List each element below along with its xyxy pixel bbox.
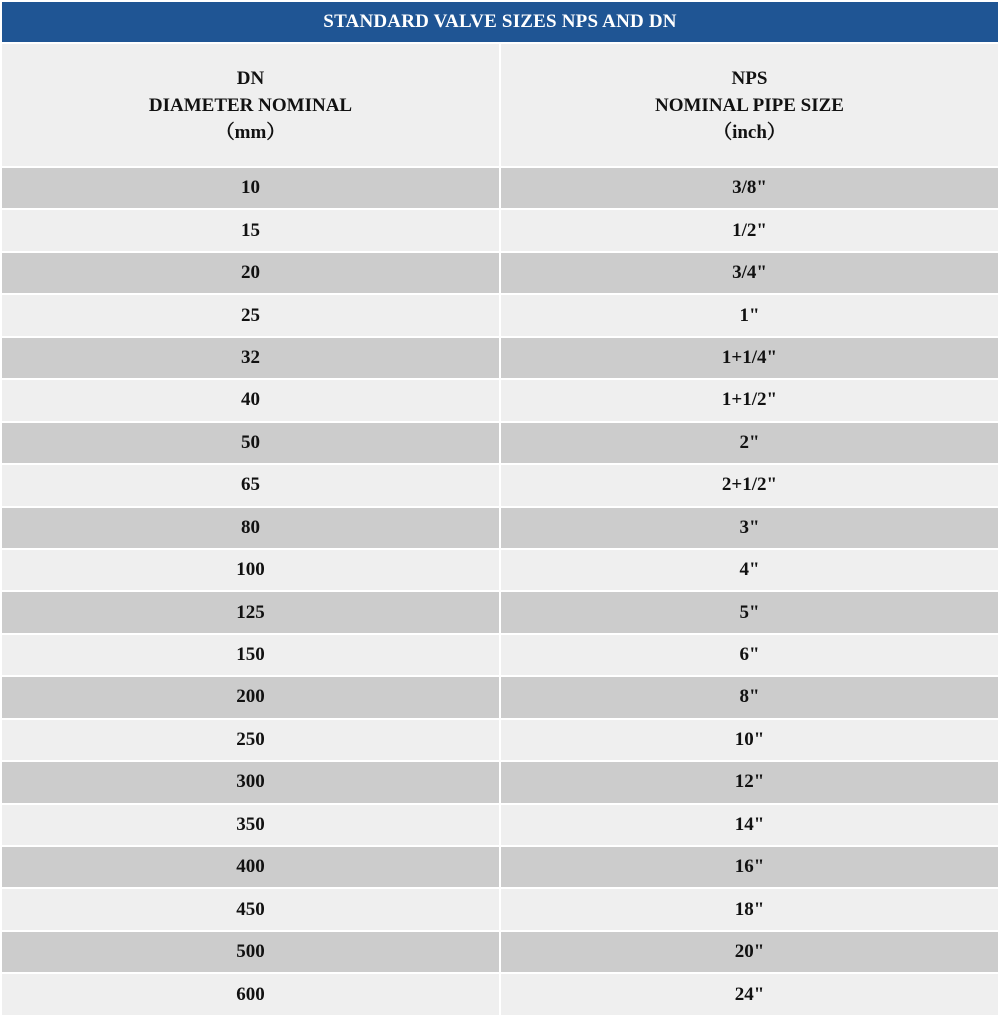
- table-row: [2, 635, 998, 677]
- dn-cell: 65: [241, 474, 260, 496]
- dn-cell: 200: [236, 686, 265, 708]
- nps-cell: 1": [499, 295, 998, 335]
- dn-cell: 500: [236, 941, 265, 963]
- table-row: [2, 932, 998, 974]
- dn-cell: 300: [236, 771, 265, 793]
- table-row: [2, 295, 998, 337]
- dn-cell: 40: [241, 389, 260, 411]
- dn-cell: 350: [236, 813, 265, 835]
- nps-cell: 10": [499, 720, 998, 760]
- table-row: [2, 423, 998, 465]
- dn-cell: 20: [241, 262, 260, 284]
- table-row: [2, 550, 998, 592]
- table-row: [2, 974, 998, 1016]
- nps-cell: 3/4": [499, 253, 998, 293]
- table-row: [2, 168, 998, 210]
- nps-cell: 14": [499, 805, 998, 845]
- nps-cell: 24": [499, 974, 998, 1014]
- dn-cell: 125: [236, 601, 265, 623]
- table-row: [2, 592, 998, 634]
- table-row: [2, 720, 998, 762]
- table-header-row: [2, 42, 998, 168]
- nps-cell: 20": [499, 932, 998, 972]
- nps-cell: 2+1/2": [499, 465, 998, 505]
- table-row: [2, 762, 998, 804]
- header-nps: [499, 44, 998, 166]
- nps-cell: 4": [499, 550, 998, 590]
- header-dn-abbr: DN: [236, 67, 265, 89]
- header-dn-unit: （mm）: [215, 121, 286, 143]
- table-row: [2, 253, 998, 295]
- nps-cell: 2": [499, 423, 998, 463]
- nps-cell: 1+1/4": [499, 338, 998, 378]
- dn-cell: 50: [241, 431, 260, 453]
- dn-cell: 150: [236, 644, 265, 666]
- nps-cell: 1/2": [499, 210, 998, 250]
- dn-cell: 250: [236, 728, 265, 750]
- nps-cell: 16": [499, 847, 998, 887]
- dn-cell: 15: [241, 219, 260, 241]
- dn-cell: 100: [236, 559, 265, 581]
- table-title: STANDARD VALVE SIZES NPS AND DN: [2, 2, 998, 42]
- nps-cell: 8": [499, 677, 998, 717]
- table-row: [2, 210, 998, 252]
- nps-cell: 1+1/2": [499, 380, 998, 420]
- header-nps-name: NOMINAL PIPE SIZE: [655, 94, 844, 116]
- valve-size-table: [2, 2, 998, 1017]
- table-row: [2, 805, 998, 847]
- header-dn: [2, 44, 499, 166]
- table-row: [2, 380, 998, 422]
- dn-cell: 10: [241, 177, 260, 199]
- table-row: [2, 677, 998, 719]
- header-dn-name: DIAMETER NOMINAL: [148, 94, 353, 116]
- table-row: [2, 465, 998, 507]
- nps-cell: 6": [499, 635, 998, 675]
- table-row: [2, 847, 998, 889]
- nps-cell: 12": [499, 762, 998, 802]
- header-nps-unit: （inch）: [713, 121, 786, 143]
- table-row: [2, 338, 998, 380]
- table-row: [2, 508, 998, 550]
- table-body: [2, 168, 998, 1017]
- dn-cell: 450: [236, 898, 265, 920]
- dn-cell: 400: [236, 856, 265, 878]
- dn-cell: 600: [236, 983, 265, 1005]
- header-nps-abbr: NPS: [731, 67, 768, 89]
- dn-cell: 32: [241, 346, 260, 368]
- nps-cell: 5": [499, 592, 998, 632]
- nps-cell: 18": [499, 889, 998, 929]
- nps-cell: 3": [499, 508, 998, 548]
- nps-cell: 3/8": [499, 168, 998, 208]
- dn-cell: 80: [241, 516, 260, 538]
- dn-cell: 25: [241, 304, 260, 326]
- table-row: [2, 889, 998, 931]
